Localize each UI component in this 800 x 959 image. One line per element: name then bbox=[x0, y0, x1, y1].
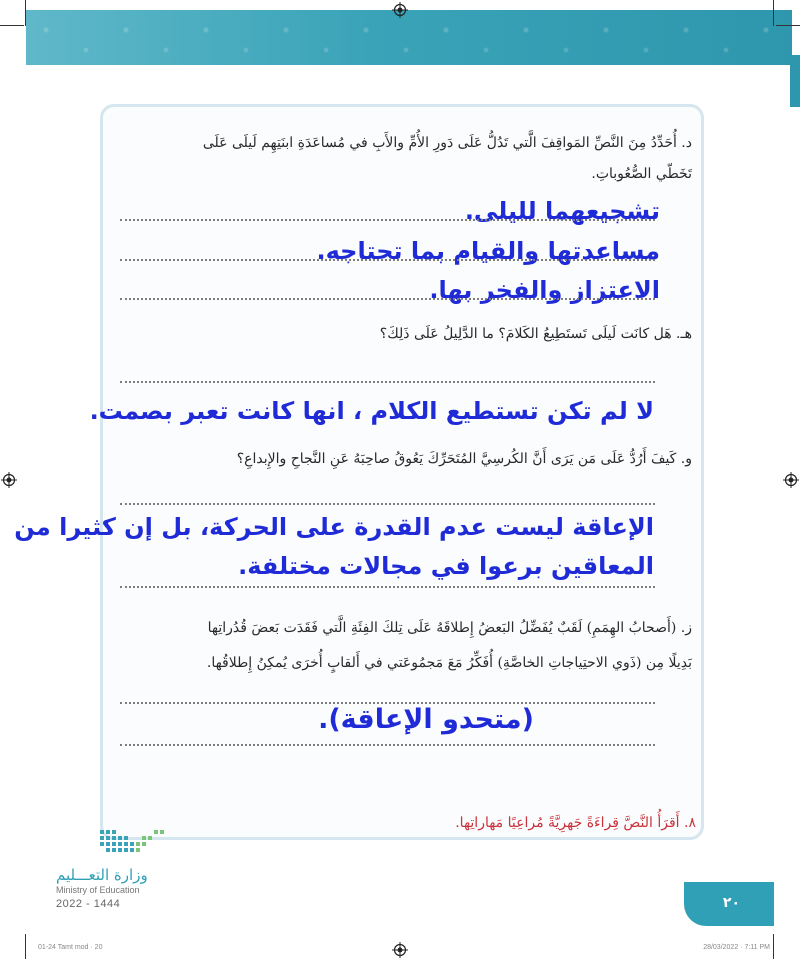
answer-line bbox=[120, 219, 655, 221]
ministry-logo-icon bbox=[98, 826, 168, 860]
slug-right: 28/03/2022 · 7:11 PM bbox=[703, 944, 770, 951]
banner-pattern bbox=[26, 10, 792, 65]
slug-left: 01-24 Tamt mod · 20 bbox=[38, 944, 103, 951]
question-d-line2: تَخَطّي الصُّعُوباتِ. bbox=[591, 166, 692, 182]
question-h: هـ. هَل كانَت لَيلَى تَستَطِيعُ الكَلامَ؟ ما الدَّلِيلُ عَلَى ذَلِكَ؟ bbox=[379, 326, 692, 342]
ministry-name-en: Ministry of Education bbox=[56, 885, 140, 895]
answer-z: (متحدو الإعاقة). bbox=[318, 704, 534, 735]
question-8: ٨. أَقرَأُ النَّصَّ قِراءَةً جَهرِيَّةً مُراعِيًا مَهاراتِها. bbox=[455, 815, 696, 831]
crop-mark bbox=[773, 934, 774, 959]
crop-mark bbox=[0, 25, 24, 26]
answer-line bbox=[120, 503, 655, 505]
crop-mark bbox=[776, 25, 800, 26]
answer-line bbox=[120, 259, 655, 261]
answer-w-line2: المعاقين برعوا في مجالات مختلفة. bbox=[238, 552, 654, 580]
crop-mark bbox=[773, 0, 774, 26]
ministry-name-ar: وزارة التعـــليم bbox=[56, 866, 148, 884]
answer-line bbox=[120, 586, 655, 588]
question-d-line1: د. أُحَدِّدُ مِنَ النَّصِّ المَواقِفَ الَّتي تَدُلُّ عَلَى دَورِ الأُمِّ والأَبِ في مُساعَدَةِ ابنَتِهِم لَيلَى عَلَى bbox=[202, 135, 692, 151]
answer-line bbox=[120, 744, 655, 746]
answer-line bbox=[120, 298, 655, 300]
question-z-line1: ز. (أَصحابُ الهِمَمِ) لَقَبٌ يُفَضِّلُ البَعضُ إِطلاقَهُ عَلَى تِلكَ الفِئَةِ الَّتي فَقَدَت بَعضَ قُدُراتِها bbox=[207, 620, 692, 636]
page-number: ٢٠ bbox=[722, 895, 740, 911]
answer-w-line1: الإعاقة ليست عدم القدرة على الحركة، بل إن كثيرا من bbox=[14, 513, 654, 541]
answer-line bbox=[120, 381, 655, 383]
crop-mark bbox=[25, 934, 26, 959]
top-banner bbox=[26, 10, 792, 65]
registration-mark-icon bbox=[1, 472, 17, 488]
answer-h: لا لم تكن تستطيع الكلام ، انها كانت تعبر بصمت. bbox=[89, 397, 654, 425]
banner-notch bbox=[790, 55, 800, 107]
registration-mark-icon bbox=[392, 942, 408, 958]
answer-d-1: تشجيعهما لليلى. bbox=[464, 197, 660, 225]
crop-mark bbox=[25, 0, 26, 26]
registration-mark-icon bbox=[392, 2, 408, 18]
question-w: و. كَيفَ أَرُدُّ عَلَى مَن يَرَى أَنَّ الكُرسِيَّ المُتَحَرِّكَ يَعُوقُ صاحِبَهُ عَنِ النَّجاحِ والإِبداعِ؟ bbox=[236, 451, 692, 467]
answer-d-3: الاعتزاز والفخر بها. bbox=[429, 276, 660, 304]
registration-mark-icon bbox=[783, 472, 799, 488]
question-z-line2: بَدِيلًا مِن (ذَوي الاحتِياجاتِ الخاصَّةِ) أُفَكِّرُ مَعَ مَجمُوعَتي في أَلقابٍ أُخرَى يُمكِنُ إِطلاقُها. bbox=[206, 655, 692, 671]
answer-d-2: مساعدتها والقيام بما تحتاجه. bbox=[316, 237, 660, 265]
edition-year: 2022 - 1444 bbox=[56, 898, 121, 910]
